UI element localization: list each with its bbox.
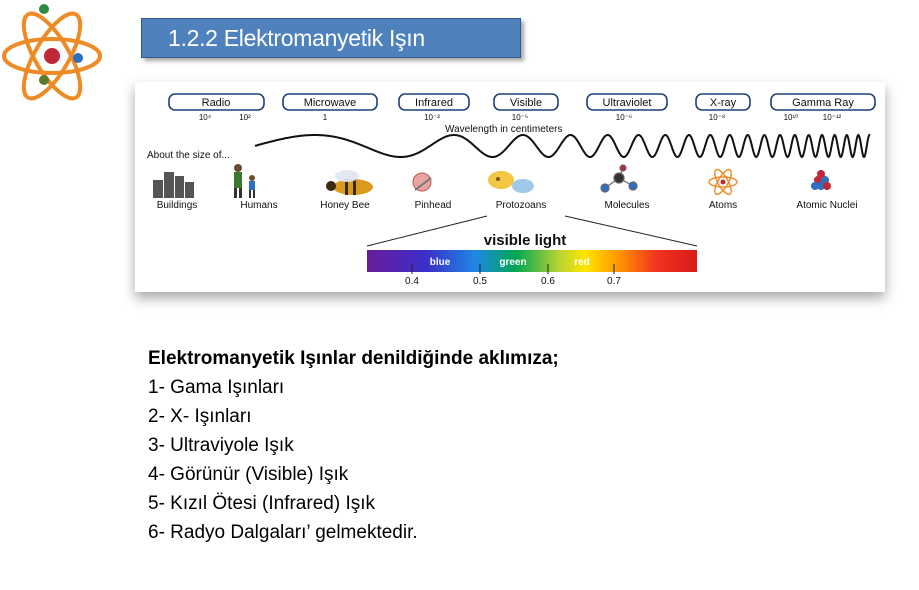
band-label-visible: Visible bbox=[509, 97, 543, 109]
protozoans-icon bbox=[488, 171, 534, 193]
band-label-xray: X-ray bbox=[709, 97, 737, 109]
molecules-icon bbox=[601, 165, 637, 192]
visible-spectrum-bar bbox=[367, 250, 697, 272]
wavelength-caption: Wavelength in centimeters bbox=[445, 124, 563, 135]
slide-title-box bbox=[141, 18, 521, 58]
wavelength-wave bbox=[255, 135, 870, 157]
object-label: Atoms bbox=[708, 200, 738, 211]
object-label: Atomic Nuclei bbox=[796, 200, 858, 211]
band-exponent: 1 bbox=[322, 113, 328, 122]
band-exponent: 10⁻⁶ bbox=[615, 113, 633, 122]
band-label-gamma: Gamma Ray bbox=[792, 97, 854, 109]
object-label: Honey Bee bbox=[320, 200, 370, 211]
spectrum-label-green: green bbox=[499, 257, 527, 268]
humans-icon bbox=[234, 164, 255, 198]
spectrum-tick-label: 0.7 bbox=[607, 276, 621, 287]
em-spectrum-figure bbox=[135, 82, 885, 292]
atom-logo-icon bbox=[0, 0, 108, 112]
band-exponent: 10⁻¹² bbox=[822, 113, 842, 122]
band-exponent: 10⁴ bbox=[198, 113, 212, 122]
object-label: Protozoans bbox=[495, 200, 547, 211]
atom-small-icon bbox=[709, 167, 737, 196]
buildings-icon bbox=[153, 172, 194, 198]
content-list bbox=[148, 344, 848, 547]
band-label-infrared: Infrared bbox=[415, 97, 453, 109]
object-label: Buildings bbox=[156, 200, 198, 211]
spectrum-tick-label: 0.6 bbox=[541, 276, 555, 287]
list-item: 6- Radyo Dalgaları’ gelmektedir. bbox=[148, 522, 418, 543]
object-label: Pinhead bbox=[414, 200, 452, 211]
slide-title: 1.2.2 Elektromanyetik Işın bbox=[168, 25, 425, 51]
pinhead-icon bbox=[413, 173, 431, 191]
band-label-radio: Radio bbox=[201, 97, 231, 109]
object-label: Molecules bbox=[604, 200, 650, 211]
spectrum-label-blue: blue bbox=[429, 257, 451, 268]
atomic-nuclei-icon bbox=[811, 170, 831, 190]
visible-light-title: visible light bbox=[483, 232, 567, 249]
honey-bee-icon bbox=[326, 170, 373, 195]
list-item: 5- Kızıl Ötesi (Infrared) Işık bbox=[148, 493, 375, 514]
list-item: 3- Ultraviyole Işık bbox=[148, 435, 294, 456]
band-label-microwave: Microwave bbox=[303, 97, 357, 109]
band-exponent: 10⁻⁸ bbox=[708, 113, 726, 122]
list-item: 4- Görünür (Visible) Işık bbox=[148, 464, 349, 485]
content-heading: Elektromanyetik Işınlar denildiğinde aklımıza; bbox=[148, 348, 559, 369]
band-label-ultraviolet: Ultraviolet bbox=[602, 97, 652, 109]
band-exponent: 10¹⁰ bbox=[783, 113, 799, 122]
list-item: 2- X- Işınları bbox=[148, 406, 252, 427]
spectrum-label-red: red bbox=[574, 257, 590, 268]
band-exponent: 10⁻⁵ bbox=[511, 113, 529, 122]
band-exponent: 10⁻² bbox=[424, 113, 440, 122]
spectrum-tick-label: 0.5 bbox=[473, 276, 487, 287]
spectrum-tick-label: 0.4 bbox=[405, 276, 419, 287]
object-label: Humans bbox=[240, 200, 278, 211]
band-exponent: 10² bbox=[239, 113, 251, 122]
size-caption: About the size of... bbox=[147, 150, 230, 161]
list-item: 1- Gama Işınları bbox=[148, 377, 285, 398]
